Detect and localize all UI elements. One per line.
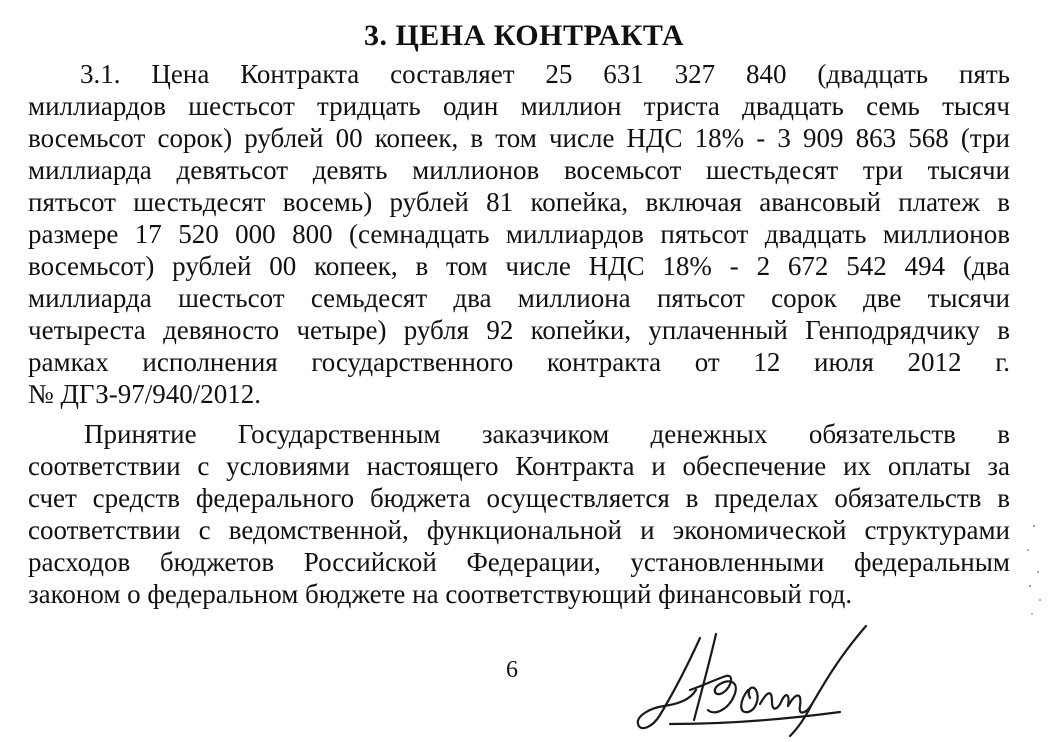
paragraph-line: миллиарда шестьсот семьдесят два миллиона пятьсот сорок две тысячи <box>28 283 1010 313</box>
paragraph-line: Принятие Государственным заказчиком денежных обязательств в <box>84 419 1010 449</box>
paragraph-line: рамках исполнения государственного контракта от 12 июля 2012 г. <box>28 347 1010 377</box>
paragraph-line: миллиарда девятьсот девять миллионов восемьсот шестьдесят три тысячи <box>28 155 1010 185</box>
paragraph-line: соответствии с ведомственной, функциональной и экономической структурами <box>28 515 1010 545</box>
section-heading: 3. ЦЕНА КОНТРАКТА <box>363 19 685 52</box>
paragraph-line: восемьсот сорок) рублей 00 копеек, в том числе НДС 18% - 3 909 863 568 (три <box>28 123 1010 153</box>
paragraph-line: восемьсот) рублей 00 копеек, в том числе НДС 18% - 2 672 542 494 (два <box>28 251 1010 281</box>
handwritten-signature <box>630 620 890 740</box>
paragraph-line: пятьсот шестьдесят восемь) рублей 81 копейка, включая авансовый платеж в <box>28 187 1010 217</box>
paragraph-line: законом о федеральном бюджете на соответствующий финансовый год. <box>28 579 853 609</box>
paragraph-line: размере 17 520 000 800 (семнадцать миллиардов пятьсот двадцать миллионов <box>28 219 1010 249</box>
paragraph-line: миллиардов шестьсот тридцать один миллион триста двадцать семь тысяч <box>28 91 1010 121</box>
paragraph-line: расходов бюджетов Российской Федерации, установленными федеральным <box>28 547 1010 577</box>
scan-artifacts <box>1018 520 1046 620</box>
page-number: 6 <box>506 657 518 683</box>
paragraph-line: четыреста девяносто четыре) рубля 92 копейки, уплаченный Генподрядчику в <box>28 315 1010 345</box>
paragraph-line: счет средств федерального бюджета осуществляется в пределах обязательств в <box>28 483 1010 513</box>
paragraph-line: № ДГЗ-97/940/2012. <box>28 379 261 409</box>
paragraph-line: 3.1. Цена Контракта составляет 25 631 327 840 (двадцать пять <box>80 59 1010 89</box>
paragraph-contract-price <box>28 58 1010 410</box>
paragraph-line: соответствии с условиями настоящего Контракта и обеспечение их оплаты за <box>28 451 1010 481</box>
paragraph-budget-obligations <box>28 418 1010 610</box>
